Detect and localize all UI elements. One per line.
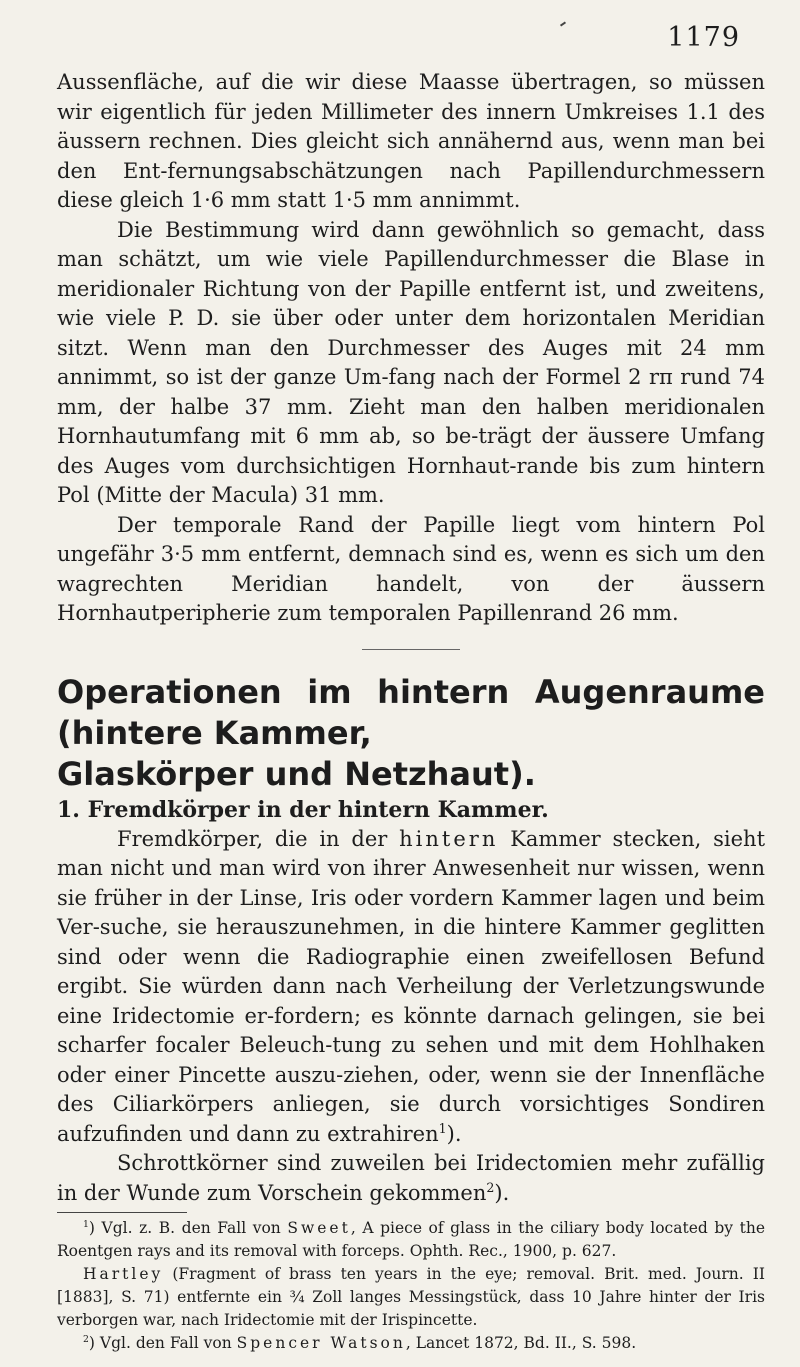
footnote-1b-text: (Fragment of brass ten years in the eye; removal. Brit. med. Journ. II [1883], S. 71) entfernte ein ¾ Zoll langes Messingstück, dass 10 Jahre hinter der Iris verborgen war, nach Iridectomie mit der Irispincette. (57, 1265, 765, 1329)
footnote-1b-author: Hartley (83, 1265, 164, 1283)
paragraph-1: Aussenfläche, auf die wir diese Maasse übertragen, so müssen wir eigentlich für jeden Millimeter des innern Umkreises 1.1 des äussern rechnen. Dies gleicht sich annähernd aus, wenn man bei den Ent-fernungsabschätzungen nach Papillendurchmessern diese gleich 1·6 mm statt 1·5 mm annimmt. (57, 70, 765, 212)
footnote-rule (57, 1212, 187, 1213)
page-number: 1179 (667, 22, 740, 53)
section-subtitle: 1. Fremdkörper in der hintern Kammer. (57, 796, 549, 823)
footnote-1 (57, 1217, 765, 1263)
footnote-1-text-a: ) Vgl. z. B. den Fall von (88, 1219, 288, 1237)
section-title-line-2: Glaskörper und Netzhaut). (57, 754, 536, 793)
paragraph-4-text-a: Fremdkörper, die in der (117, 826, 400, 851)
paragraph-4-end: ). (446, 1121, 462, 1146)
footnote-2-text-b: , Lancet 1872, Bd. II., S. 598. (405, 1334, 637, 1352)
footnote-2-mark: 2 (83, 1333, 89, 1345)
paragraph-5 (57, 1149, 765, 1208)
footnote-2-text-a: ) Vgl. den Fall von (88, 1334, 237, 1352)
footnotes (57, 1217, 765, 1355)
footnote-2 (57, 1332, 765, 1355)
footnote-1-author: Sweet (287, 1219, 351, 1237)
paragraph-4-emphasis: hintern (399, 826, 499, 851)
footnote-ref-2: 2 (486, 1179, 495, 1195)
page-mark (560, 21, 566, 26)
section-separator (362, 649, 460, 650)
footnote-ref-1: 1 (438, 1120, 447, 1136)
paragraph-3: Der temporale Rand der Papille liegt vom hintern Pol ungefähr 3·5 mm entfernt, demnach sind es, wenn es sich um den wagrechten Meridian handelt, von der äussern Hornhautperipherie zum temporalen Papillenrand 26 mm. (57, 512, 765, 625)
section-title-line-1: Operationen im hintern Augenraume (hintere Kammer, (57, 672, 765, 752)
paragraph-5-text: Schrottkörner sind zuweilen bei Iridectomien mehr zufällig in der Wunde zum Vorschein gekommen (57, 1151, 765, 1205)
footnote-1-text-b: , A piece of glass in the ciliary body located by the Roentgen rays and its removal with forceps. Ophth. Rec., 1900, p. 627. (57, 1219, 765, 1260)
footnote-1-continued (57, 1263, 765, 1332)
page-body (57, 68, 765, 1355)
footnote-1-mark: 1 (83, 1218, 89, 1230)
paragraph-4 (57, 825, 765, 1150)
footnote-2-author: Spencer Watson (236, 1334, 406, 1352)
paragraph-5-end: ). (494, 1180, 510, 1205)
paragraph-2: Die Bestimmung wird dann gewöhnlich so gemacht, dass man schätzt, um wie viele Papillendurchmesser die Blase in meridionaler Richtung von der Papille entfernt ist, und zweitens, wie viele P. D. sie über oder unter dem horizontalen Meridian sitzt. Wenn man den Durchmesser des Auges mit 24 mm annimmt, so ist der ganze Um-fang nach der Formel 2 rπ rund 74 mm, der halbe 37 mm. Zieht man den halben meridionalen Hornhautumfang mit 6 mm ab, so be-trägt der äussere Umfang des Auges vom durchsichtigen Hornhaut-rande bis zum hintern Pol (Mitte der Macula) 31 mm. (57, 217, 765, 507)
paragraph-4-text-b: Kammer stecken, sieht man nicht und man wird von ihrer Anwesenheit nur wissen, wenn sie früher in der Linse, Iris oder vordern Kammer lagen und beim Ver-suche, sie herauszunehmen, in die hintere Kammer geglitten sind oder wenn die Radiographie einen zweifellosen Befund ergibt. Sie würden dann nach Verheilung der Verletzungswunde eine Iridectomie er-fordern; es könnte darnach gelingen, sie bei scharfer focaler Beleuch-tung zu sehen und mit dem Hohlhaken oder einer Pincette auszu-ziehen, oder, wenn sie der Innenfläche des Ciliarkörpers anliegen, sie durch vorsichtiges Sondiren aufzufinden und dann zu extrahiren (57, 826, 766, 1146)
